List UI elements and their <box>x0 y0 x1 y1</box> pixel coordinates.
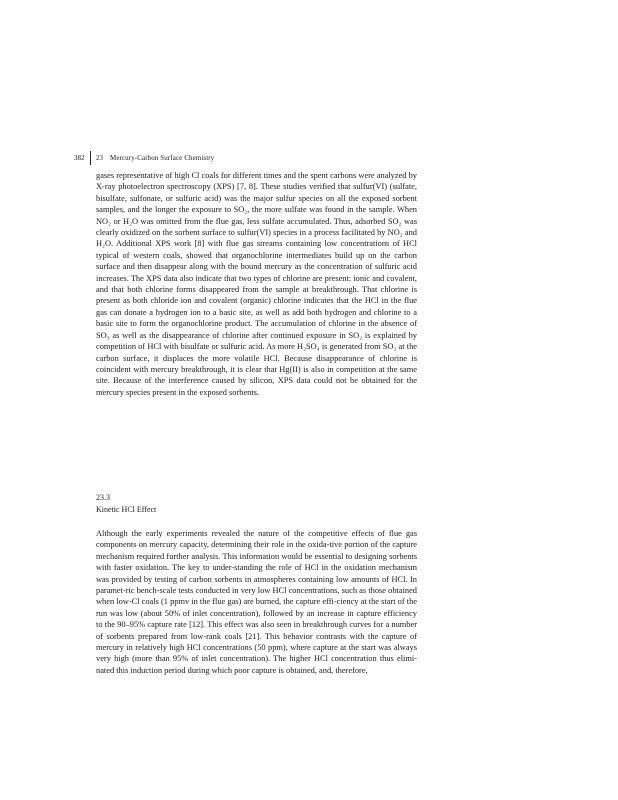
chapter-title: Mercury-Carbon Surface Chemistry <box>110 154 215 162</box>
section-number: 23.3 <box>96 493 110 502</box>
body-paragraph-1: gases representative of high Cl coals for different times and the spent carbons were analyzed by X-ray photoelectron spectroscopy (XPS) [7, 8]. These studies verified that sulfur(VI) (sulfate, bisulfate, sulfonate, or sulfuric acid) was the major sulfur species on all the exposed sorbent samples, and the longer the exposure to SO₂, the more sulfate was found in the sample. When NO₂ or H₂O was omitted from the flue gas, less sulfate accumulated. Thus, adsorbed SO₂ was clearly oxidized on the sorbent surface to sulfur(VI) species in a process facilitated by NO₂ and H₂O. Additional XPS work [8] with flue gas streams containing low concentrations of HCl typical of western coals, showed that organochlorine intermediates build up on the carbon surface and then disappear along with the bound mercury as the concentration of sulfuric acid increases. The XPS data also indicate that two types of chlorine are present: ionic and covalent, and that both chlorine forms disappeared from the sample at breakthrough. That chlorine is present as both chloride ion and covalent (organic) chlorine indicates that the HCl in the flue gas can donate a hydrogen ion to a basic site, as well as add both hydrogen and chlorine to a basic site to form the organochlorine product. The accumulation of chlorine in the absence of SO₃ as well as the disappearance of chlorine after continued exposure in SO₂ is explained by competition of HCl with bisulfate or sulfuric acid. As more H₂SO₄ is generated from SO₂ at the carbon surface, it displaces the more volatile HCl. Because disappearance of chlorine is coincident with mercury breakthrough, it is clear that Hg(II) is also in competition at the same site. Because of the interference caused by silicon, XPS data could not be obtained for the mercury species present in the exposed sorbents. <box>96 171 417 397</box>
chapter-number: 23 <box>96 154 103 162</box>
page-number: 382 <box>74 154 85 162</box>
header-divider <box>90 151 91 165</box>
section-title: Kinetic HCl Effect <box>96 505 157 514</box>
body-paragraph-2: Although the early experiments revealed the nature of the competitive effects of flue gas components on mercury capacity, determining their role in the oxida-tive portion of the capture mechanism required further analysis. This information would be essential to designing sorbents with faster oxidation. The key to under-standing the role of HCl in the oxidation mechanism was provided by testing of carbon sorbents in atmospheres containing low amounts of HCl. In paramet-ric bench-scale tests conducted in very low HCl concentrations, such as those obtained when low-Cl coals (1 ppmv in the flue gas) are burned, the capture effi-ciency at the start of the run was low (about 50% of inlet concentration), followed by an increase in capture efficiency to the 90–95% capture rate [12]. This effect was also seen in breakthrough curves for a number of sorbents prepared from low-rank coals [21]. This behavior contrasts with the capture of mercury in relatively high HCl concentrations (50 ppm), where capture at the start was always very high (more than 95% of inlet concentration). The higher HCl concentration thus elimi-nated this induction period during which poor capture is obtained, and, therefore, <box>96 529 417 675</box>
